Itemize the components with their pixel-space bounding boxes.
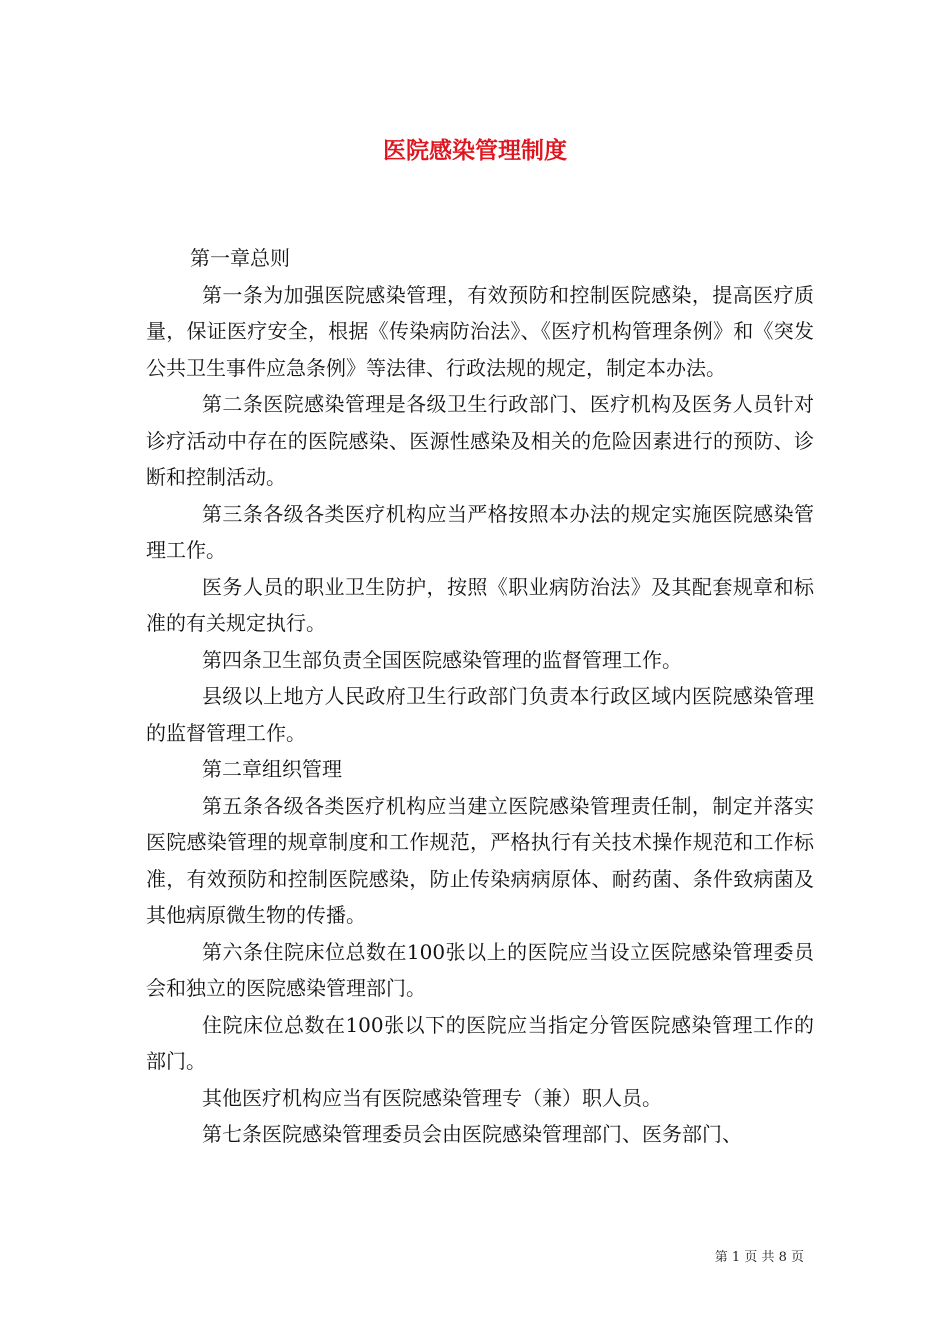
paragraph: 医务人员的职业卫生防护，按照《职业病防治法》及其配套规章和标准的有关规定执行。 [146,574,814,635]
paragraph: 第二条医院感染管理是各级卫生行政部门、医疗机构及医务人员针对诊疗活动中存在的医院感染、医源性感染及相关的危险因素进行的预防、诊断和控制活动。 [146,392,814,489]
page-number-footer: 第 1 页 共 8 页 [714,1250,804,1265]
paragraph: 第七条医院感染管理委员会由医院感染管理部门、医务部门、 [202,1122,742,1146]
paragraph: 县级以上地方人民政府卫生行政部门负责本行政区域内医院感染管理的监督管理工作。 [146,684,814,745]
paragraph: 第六条住院床位总数在100张以上的医院应当设立医院感染管理委员会和独立的医院感染管理部门。 [146,939,814,1000]
paragraph: 第五条各级各类医疗机构应当建立医院感染管理责任制，制定并落实医院感染管理的规章制度和工作规范，严格执行有关技术操作规范和工作标准，有效预防和控制医院感染，防止传染病病原体、耐药菌、条件致病菌及其他病原微生物的传播。 [146,793,814,927]
document-title: 医院感染管理制度 [383,137,567,164]
paragraph: 第四条卫生部负责全国医院感染管理的监督管理工作。 [202,647,682,672]
paragraph: 其他医疗机构应当有医院感染管理专（兼）职人员。 [202,1085,662,1110]
chapter-heading: 第二章组织管理 [202,757,342,781]
chapter-heading: 第一章总则 [190,246,290,270]
paragraph: 第三条各级各类医疗机构应当严格按照本办法的规定实施医院感染管理工作。 [146,501,814,562]
document-body [146,240,814,1153]
paragraph: 住院床位总数在100张以下的医院应当指定分管医院感染管理工作的部门。 [146,1012,814,1073]
paragraph: 第一条为加强医院感染管理，有效预防和控制医院感染，提高医疗质量，保证医疗安全，根据《传染病防治法》、《医疗机构管理条例》和《突发公共卫生事件应急条例》等法律、行政法规的规定，制定本办法。 [146,282,814,380]
